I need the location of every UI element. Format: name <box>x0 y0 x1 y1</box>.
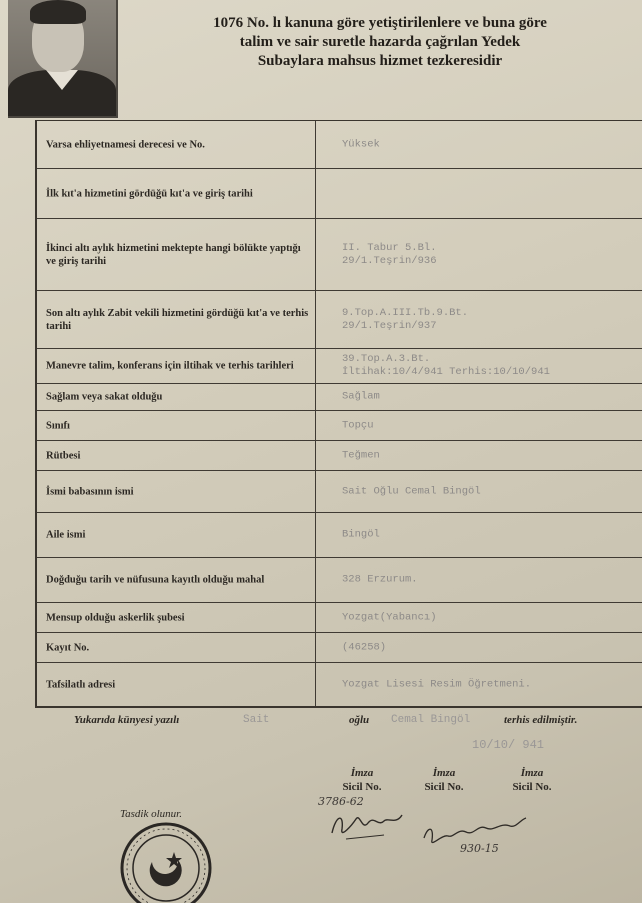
terhis-text: terhis edilmiştir. <box>504 714 578 726</box>
title-line-2: talim ve sair suretle hazarda çağrılan Yedek <box>239 34 521 50</box>
handwritten-signature-1 <box>326 805 406 845</box>
sicil-number-2: 930-15 <box>460 842 499 855</box>
row-label: Kayıt No. <box>46 642 90 653</box>
footer-prefix: Yukarıda künyesi yazılı <box>74 714 180 726</box>
record-table <box>35 120 642 708</box>
signature-column-2 <box>414 766 474 794</box>
portrait-photo <box>8 0 118 118</box>
row-value: Sağlam <box>342 390 380 403</box>
row-value: Sait Oğlu Cemal Bingöl <box>342 485 481 497</box>
row-value: Yüksek <box>342 138 380 150</box>
row-value: Yozgat Lisesi Resim Öğretmeni. <box>342 678 532 691</box>
table-row <box>37 441 642 471</box>
full-name: Cemal Bingöl <box>391 714 471 726</box>
table-row <box>37 633 642 663</box>
sicil-number-1: 3786-62 <box>318 795 364 808</box>
row-label: Mensup olduğu askerlik şubesi <box>46 612 185 623</box>
table-row <box>37 471 642 513</box>
table-row <box>37 384 642 411</box>
official-seal <box>120 822 212 903</box>
row-value: Teğmen <box>342 449 380 461</box>
row-label: İsmi babasının ismi <box>46 486 134 497</box>
row-value: Bingöl <box>342 528 380 541</box>
table-row <box>37 291 642 349</box>
imza-label: İmza <box>350 767 374 779</box>
title-line-3: Subaylara mahsus hizmet tezkeresidir <box>257 53 503 69</box>
oglu-text: oğlu <box>349 714 370 726</box>
sicil-label: Sicil No. <box>424 781 464 793</box>
row-label: Tafsilatlı adresi <box>46 679 116 691</box>
sicil-label: Sicil No. <box>512 781 552 793</box>
row-value: 9.Top.A.III.Tb.9.Bt. 29/1.Teşrin/937 <box>342 306 469 332</box>
document-title <box>130 14 630 71</box>
table-row <box>37 219 642 291</box>
row-label: Doğduğu tarih ve nüfusuna kayıtlı olduğu mahal <box>46 574 265 586</box>
discharge-date: 10/10/ 941 <box>472 738 545 752</box>
table-row <box>37 663 642 707</box>
row-value: 39.Top.A.3.Bt. İltihak:10/4/941 Terhis:10/10/941 <box>342 353 550 378</box>
row-label: Varsa ehliyetnamesi derecesi ve No. <box>46 139 205 150</box>
table-row <box>37 349 642 384</box>
row-label: İlk kıt'a hizmetini gördüğü kıt'a ve giriş tarihi <box>46 188 253 199</box>
table-row <box>37 169 642 219</box>
row-value: Yozgat(Yabancı) <box>342 611 437 623</box>
title-line-1: 1076 No. lı kanuna göre yetiştirilenlere ve buna göre <box>213 15 547 31</box>
row-label: İkinci altı aylık hizmetini mektepte hangi bölükte yaptığı ve giriş tarihi <box>46 242 301 267</box>
imza-label: İmza <box>432 767 456 779</box>
sicil-label: Sicil No. <box>342 781 382 793</box>
row-label: Aile ismi <box>46 529 86 541</box>
tasdik-note: Tasdik olunur. <box>120 808 182 820</box>
signature-column-1 <box>332 766 392 794</box>
table-row <box>37 558 642 603</box>
father-name: Sait <box>243 714 270 726</box>
imza-label: İmza <box>520 767 544 779</box>
signature-column-3 <box>502 766 562 794</box>
row-value: 328 Erzurum. <box>342 573 418 586</box>
table-row <box>37 121 642 169</box>
row-label: Sağlam veya sakat olduğu <box>46 391 163 403</box>
row-label: Manevre talim, konferans için iltihak ve terhis tarihleri <box>46 360 294 372</box>
handwritten-signature-2 <box>420 812 530 852</box>
table-row <box>37 513 642 558</box>
row-value: (46258) <box>342 641 387 653</box>
row-label: Sınıfı <box>46 420 70 431</box>
row-value: II. Tabur 5.Bl. 29/1.Teşrin/936 <box>342 241 437 267</box>
row-value: Topçu <box>342 419 374 431</box>
row-label: Rütbesi <box>46 450 81 461</box>
row-label: Son altı aylık Zabit vekili hizmetini gördüğü kıt'a ve terhis tarihi <box>46 307 309 332</box>
table-row <box>37 603 642 633</box>
table-row <box>37 411 642 441</box>
